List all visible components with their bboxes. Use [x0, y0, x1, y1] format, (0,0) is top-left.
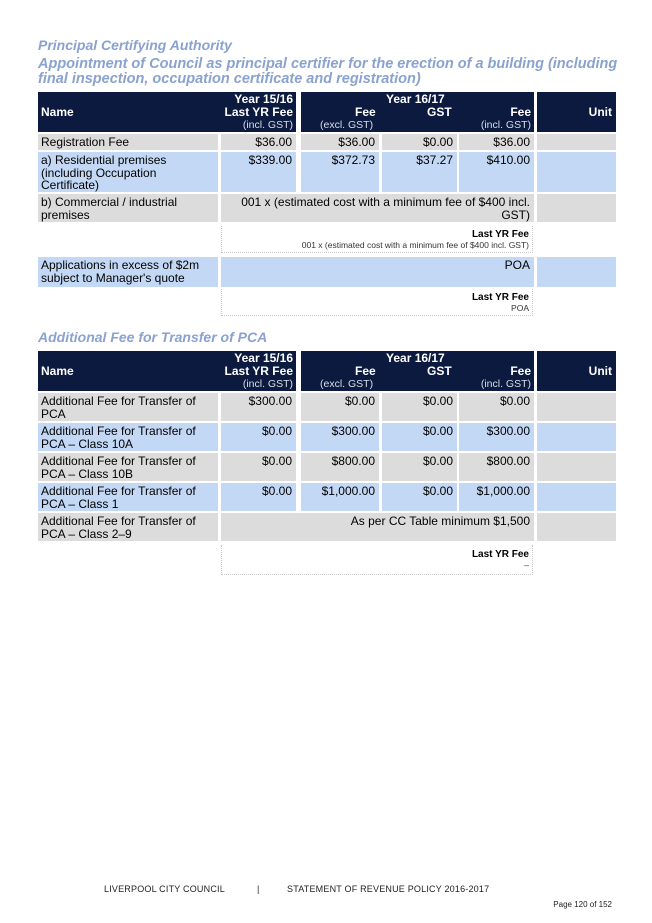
- row-name: a) Residential premises (including Occupation Certificate): [41, 153, 167, 192]
- row-unit: [537, 513, 616, 541]
- header-fee-incl: Fee: [510, 105, 531, 119]
- header-unit-block: [537, 92, 616, 132]
- header-name-block: [38, 92, 296, 132]
- row-total: $0.00: [499, 394, 530, 408]
- row-unit: [537, 194, 616, 222]
- header-year-1617: Year 16/17: [386, 92, 445, 106]
- row-gst: $0.00: [422, 424, 453, 438]
- note-value: 001 x (estimated cost with a minimum fee of $400 incl. GST): [301, 240, 529, 250]
- header-unit-block: [537, 351, 616, 391]
- row-gst: $0.00: [422, 484, 453, 498]
- header-excl-gst: (excl. GST): [320, 119, 374, 131]
- row-unit: [537, 483, 616, 511]
- row-gst: $37.27: [416, 153, 453, 167]
- row-name: Additional Fee for Transfer of PCA: [41, 394, 196, 421]
- row-unit: [537, 152, 616, 192]
- row-last-fee: $339.00: [248, 153, 292, 167]
- row-name: Additional Fee for Transfer of PCA – Class 2–9: [41, 514, 196, 541]
- header-unit: Unit: [588, 364, 612, 378]
- header-gst: GST: [427, 105, 452, 119]
- page-number: Page 120 of 152: [553, 900, 612, 909]
- table-row: [38, 194, 616, 222]
- fee-table-poa: [38, 257, 616, 287]
- row-total: $1,000.00: [476, 484, 530, 498]
- note-label: Last YR Fee: [471, 229, 529, 240]
- row-unit: [537, 257, 616, 287]
- fee-table-transfer: [38, 351, 616, 541]
- header-year-1617-block: [301, 351, 534, 391]
- header-name-block: [38, 351, 296, 391]
- row-last-fee: $36.00: [255, 135, 292, 149]
- row-name: Applications in excess of $2m subject to Manager's quote: [41, 258, 200, 285]
- header-fee-incl: Fee: [510, 364, 531, 378]
- header-excl-gst: (excl. GST): [320, 378, 374, 390]
- row-name: Additional Fee for Transfer of PCA – Class 10A: [41, 424, 196, 451]
- header-year-1516: Year 15/16: [234, 92, 293, 106]
- table-row: [38, 453, 616, 481]
- row-last-fee: $0.00: [261, 484, 292, 498]
- row-merged-fee: POA: [504, 258, 530, 272]
- row-fee: $0.00: [344, 394, 375, 408]
- table-header: [38, 92, 616, 132]
- table-row: [38, 134, 616, 150]
- header-name: Name: [41, 105, 74, 119]
- row-name: Additional Fee for Transfer of PCA – Class 1: [41, 484, 196, 511]
- subtitle-line-2: final inspection, occupation certificate and registration): [38, 71, 421, 87]
- row-fee: $300.00: [331, 424, 375, 438]
- table-row: [38, 423, 616, 451]
- footer-separator: |: [257, 884, 260, 894]
- note-value: –: [524, 560, 529, 570]
- row-unit: [537, 423, 616, 451]
- footer-council: LIVERPOOL CITY COUNCIL: [104, 884, 225, 894]
- section-subtitle: [38, 57, 617, 87]
- row-total: $800.00: [486, 454, 530, 468]
- header-fee-excl: Fee: [355, 364, 376, 378]
- row-fee: $36.00: [338, 135, 375, 149]
- last-yr-fee-note: [221, 226, 533, 253]
- header-year-1516: Year 15/16: [234, 351, 293, 365]
- table-row: [38, 152, 616, 192]
- header-year-1617-block: [301, 92, 534, 132]
- header-incl-gst-2: (incl. GST): [480, 378, 531, 390]
- row-gst: $0.00: [422, 135, 453, 149]
- row-total: $36.00: [493, 135, 530, 149]
- note-value: POA: [511, 303, 529, 313]
- row-merged-fee: As per CC Table minimum $1,500: [350, 514, 530, 528]
- table-row: [38, 483, 616, 511]
- row-fee: $372.73: [331, 153, 375, 167]
- section-title-transfer: Additional Fee for Transfer of PCA: [38, 329, 268, 345]
- footer-document: STATEMENT OF REVENUE POLICY 2016-2017: [287, 884, 490, 894]
- table-row: [38, 257, 616, 287]
- row-last-fee: $0.00: [261, 424, 292, 438]
- header-incl-gst: (incl. GST): [242, 119, 293, 131]
- header-incl-gst-2: (incl. GST): [480, 119, 531, 131]
- header-gst: GST: [427, 364, 452, 378]
- row-total: $410.00: [486, 153, 530, 167]
- subtitle-line-1: Appointment of Council as principal certifier for the erection of a building (including: [38, 56, 618, 72]
- last-yr-fee-note: [221, 545, 533, 575]
- note-label: Last YR Fee: [471, 549, 529, 560]
- row-fee: $800.00: [331, 454, 375, 468]
- table-row: [38, 393, 616, 421]
- row-name: b) Commercial / industrial premises: [41, 195, 178, 222]
- row-last-fee: $0.00: [261, 454, 292, 468]
- row-total: $300.00: [486, 424, 530, 438]
- row-unit: [537, 134, 616, 150]
- row-gst: $0.00: [422, 394, 453, 408]
- row-last-fee: $300.00: [248, 394, 292, 408]
- header-year-1617: Year 16/17: [386, 351, 445, 365]
- header-last-yr-fee: Last YR Fee: [224, 105, 293, 119]
- header-name: Name: [41, 364, 74, 378]
- row-name: Additional Fee for Transfer of PCA – Class 10B: [41, 454, 196, 481]
- header-unit: Unit: [588, 105, 612, 119]
- row-unit: [537, 453, 616, 481]
- row-gst: $0.00: [422, 454, 453, 468]
- section-title-pca: Principal Certifying Authority: [38, 37, 232, 53]
- row-unit: [537, 393, 616, 421]
- table-row: [38, 513, 616, 541]
- header-fee-excl: Fee: [355, 105, 376, 119]
- header-last-yr-fee: Last YR Fee: [224, 364, 293, 378]
- last-yr-fee-note: [221, 289, 533, 316]
- table-header: [38, 351, 616, 391]
- row-name: Registration Fee: [41, 135, 130, 149]
- row-merged-fee: 001 x (estimated cost with a minimum fee of $400 incl. GST): [241, 195, 530, 222]
- note-label: Last YR Fee: [471, 292, 529, 303]
- row-fee: $1,000.00: [321, 484, 375, 498]
- fee-table-pca: [38, 92, 616, 222]
- header-incl-gst: (incl. GST): [242, 378, 293, 390]
